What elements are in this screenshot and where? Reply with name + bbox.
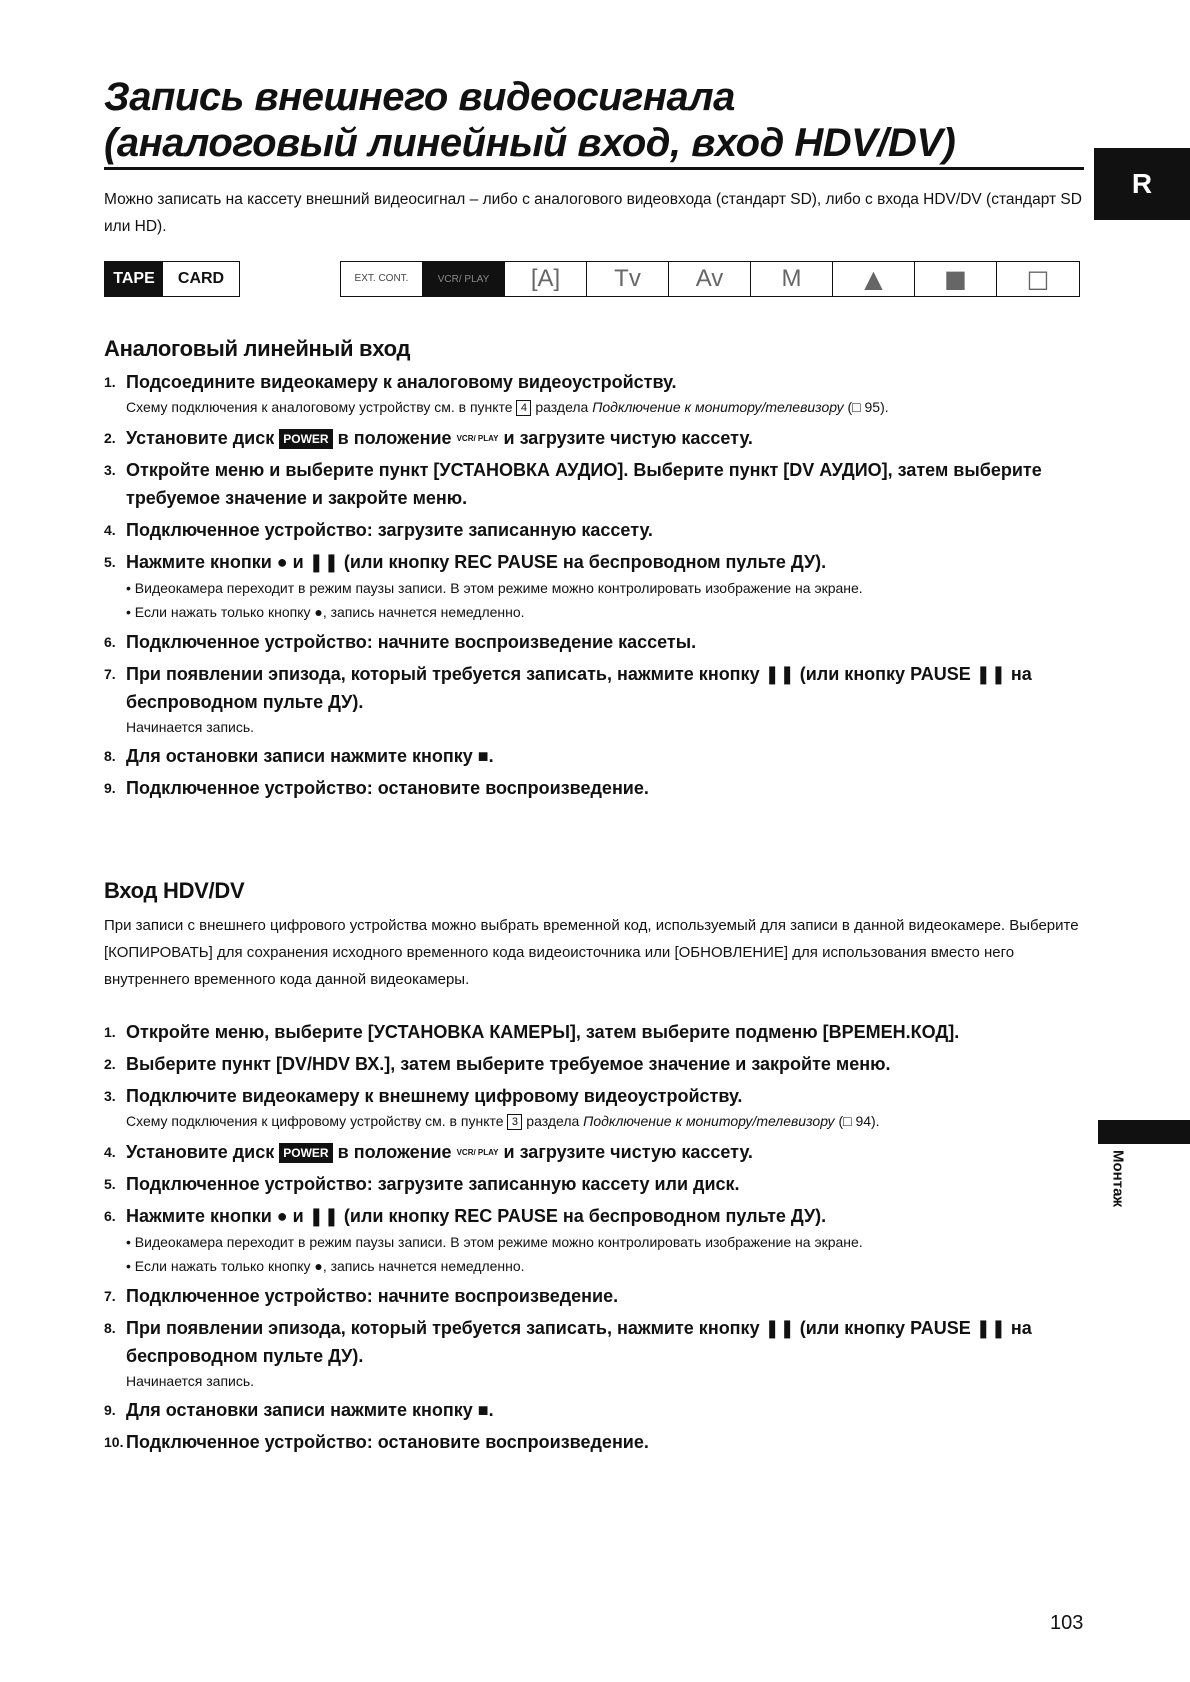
- list-bullet: • Если нажать только кнопку ●, запись начнется немедленно.: [126, 1258, 525, 1274]
- list-item: 8. При появлении эпизода, который требуется записать, нажмите кнопку ❚❚ (или кнопку PAUSE ❚❚ на беспроводном пульте ДУ).: [104, 1318, 1032, 1366]
- list-item: 4. Подключенное устройство: загрузите записанную кассету.: [104, 520, 653, 540]
- list-item: 9. Подключенное устройство: остановите воспроизведение.: [104, 778, 649, 798]
- power-dial-icon: POWER: [279, 1143, 332, 1163]
- list-bullet: • Видеокамера переходит в режим паузы записи. В этом режиме можно контролировать изображение на экране.: [126, 580, 863, 596]
- auto-mode: [A]: [505, 262, 587, 296]
- title-rule: [104, 167, 1084, 170]
- hdv-steps: [104, 1018, 1094, 1456]
- list-item: 2. Установите диск POWER в положение VCR/ PLAY и загрузите чистую кассету.: [104, 428, 753, 448]
- list-item: 2. Выберите пункт [DV/HDV ВХ.], затем выберите требуемое значение и закройте меню.: [104, 1054, 891, 1074]
- list-item-note: Начинается запись.: [126, 1373, 255, 1389]
- frame-mode-icon: □: [1026, 265, 1050, 293]
- list-item: 3. Откройте меню и выберите пункт [УСТАНОВКА АУДИО]. Выберите пункт [DV АУДИО], затем выберите требуемое значение и закройте меню.: [104, 460, 1042, 508]
- list-bullet: • Если нажать только кнопку ●, запись начнется немедленно.: [126, 604, 525, 620]
- list-item: 6. Нажмите кнопки ● и ❚❚ (или кнопку REC PAUSE на беспроводном пульте ДУ).: [104, 1206, 827, 1226]
- list-item: 10. Подключенное устройство: остановите воспроизведение.: [104, 1432, 649, 1452]
- list-item: 1. Подсоедините видеокамеру к аналоговому видеоустройству.: [104, 372, 677, 392]
- tape-badge: TAPE: [105, 262, 163, 296]
- chapter-tab: R: [1094, 148, 1190, 220]
- list-item-note: Начинается запись.: [126, 719, 255, 735]
- list-item: 7. При появлении эпизода, который требуется записать, нажмите кнопку ❚❚ (или кнопку PAUSE ❚❚ на беспроводном пульте ДУ).: [104, 664, 1032, 712]
- list-item: 9. Для остановки записи нажмите кнопку ■.: [104, 1400, 494, 1420]
- m-mode: M: [751, 262, 833, 296]
- list-item-note: Схему подключения к цифровому устройству см. в пункте 3 раздела Подключение к монитору/телевизору (□ 94).: [126, 1113, 880, 1129]
- list-item: 6. Подключенное устройство: начните воспроизведение кассеты.: [104, 632, 697, 652]
- hdv-intro: При записи с внешнего цифрового устройства можно выбрать временной код, используемый для записи в данной видеокамере. Выберите [КОПИРОВАТЬ] для сохранения исходного временного кода видеоисточника или [ОБНОВЛЕНИЕ] для использования вместо него внутреннего временного кода данной видеокамеры.: [104, 917, 1079, 988]
- list-item: 3. Подключите видеокамеру к внешнему цифровому видеоустройству.: [104, 1086, 743, 1106]
- analog-heading: Аналоговый линейный вход: [104, 336, 411, 361]
- title-line-2: (аналоговый линейный вход, вход HDV/DV): [104, 121, 956, 165]
- list-item: 8. Для остановки записи нажмите кнопку ■.: [104, 746, 494, 766]
- night-mode-icon: ■: [915, 262, 997, 296]
- list-item: 1. Откройте меню, выберите [УСТАНОВКА КАМЕРЫ], затем выберите подменю [ВРЕМЕН.КОД].: [104, 1022, 960, 1042]
- page-title: [104, 74, 1094, 166]
- title-line-1: Запись внешнего видеосигнала: [104, 75, 735, 119]
- list-item: 7. Подключенное устройство: начните воспроизведение.: [104, 1286, 619, 1306]
- list-bullet: • Видеокамера переходит в режим паузы записи. В этом режиме можно контролировать изображение на экране.: [126, 1234, 863, 1250]
- vcr-play-icon: VCR/ PLAY: [456, 434, 499, 444]
- media-badges: [104, 261, 240, 297]
- intro-text: Можно записать на кассету внешний видеосигнал – либо с аналогового видеовхода (стандарт SD), либо с входа HDV/DV (стандарт SD или HD).: [104, 191, 1082, 235]
- list-item-note: Схему подключения к аналоговому устройству см. в пункте 4 раздела Подключение к монитору/телевизору (□ 95).: [126, 399, 889, 415]
- hdv-heading: Вход HDV/DV: [104, 878, 245, 903]
- vcr-play-icon: VCR/ PLAY: [456, 1148, 499, 1158]
- analog-steps: [104, 368, 1094, 802]
- list-item: 5. Нажмите кнопки ● и ❚❚ (или кнопку REC PAUSE на беспроводном пульте ДУ).: [104, 552, 827, 572]
- tv-mode: Tv: [587, 262, 669, 296]
- list-item: 5. Подключенное устройство: загрузите записанную кассету или диск.: [104, 1174, 740, 1194]
- av-mode: Av: [669, 262, 751, 296]
- section-tab-bar: [1098, 1120, 1190, 1144]
- scene-mode-icon: ▲: [833, 262, 915, 296]
- section-label: Монтаж: [1109, 1150, 1127, 1208]
- list-item: 4. Установите диск POWER в положение VCR/ PLAY и загрузите чистую кассету.: [104, 1142, 753, 1162]
- mode-dial-bar: [340, 261, 1080, 297]
- vcr-play-mode: VCR/ PLAY: [423, 262, 505, 296]
- ext-cont-mode: EXT. CONT.: [341, 262, 423, 296]
- page-number: 103: [1050, 1612, 1084, 1634]
- power-dial-icon: POWER: [279, 429, 332, 449]
- card-badge: CARD: [177, 270, 225, 287]
